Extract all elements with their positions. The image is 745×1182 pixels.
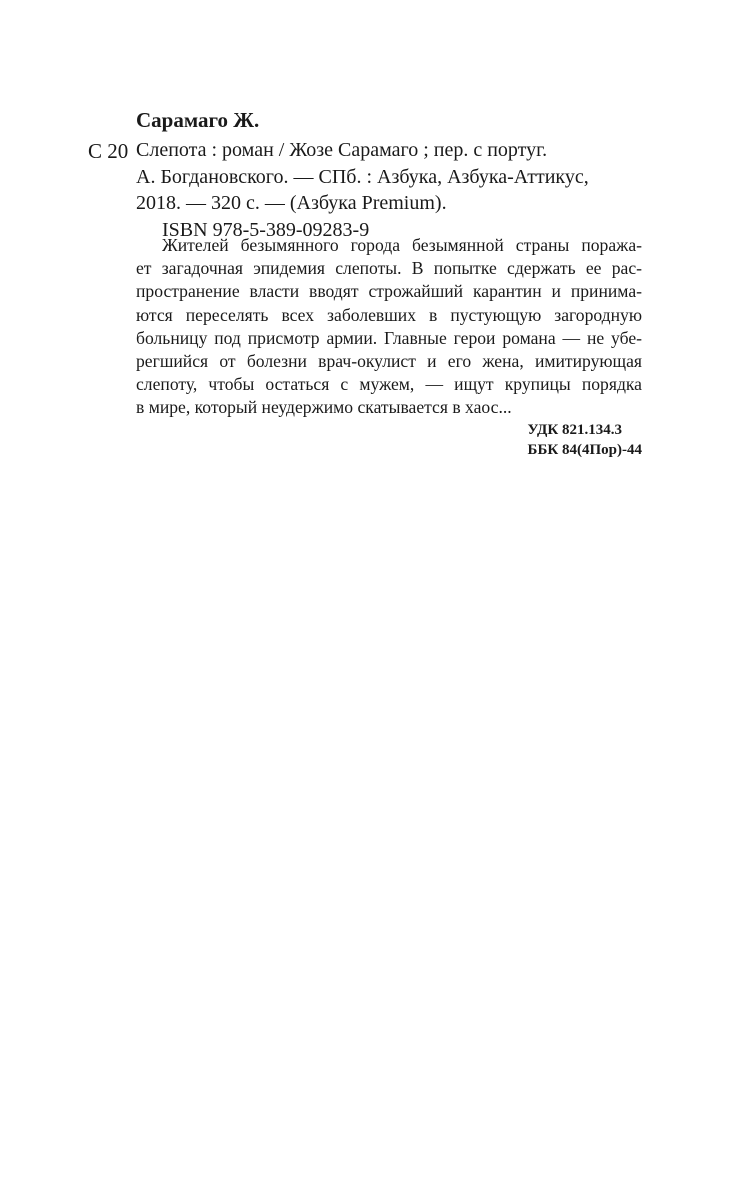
classification-codes — [528, 420, 642, 460]
entry-line: 2018. — 320 с. — (Азбука Premium). — [136, 192, 447, 214]
abstract-line: пространение власти вводят строжайший карантин и принима- — [136, 281, 642, 302]
bibliographic-entry — [136, 137, 642, 243]
udk-code: УДК 821.134.3 — [527, 422, 622, 438]
isbn-line: ISBN 978-5-389-09283-9 — [162, 218, 370, 241]
abstract-line: больницу под присмотр армии. Главные герои романа — не убе- — [136, 327, 642, 348]
abstract-line: в мире, который неудержимо скатывается в хаос... — [136, 397, 512, 418]
abstract-line: слепоту, чтобы остаться с мужем, — ищут крупицы порядка — [136, 374, 642, 395]
abstract-line: ет загадочная эпидемия слепоты. В попытке сдержать ее рас- — [136, 258, 642, 279]
bbk-code: ББК 84(4Пор)-44 — [527, 442, 642, 458]
abstract-line: ются переселять всех заболевших в пустующую загородную — [136, 304, 642, 325]
author-heading: Сарамаго Ж. — [136, 108, 260, 132]
entry-line: Слепота : роман / Жозе Сарамаго ; пер. с португ. — [136, 139, 548, 161]
abstract-line: Жителей безымянного города безымянной страны поража- — [162, 235, 642, 255]
entry-line: А. Богдановского. — СПб. : Азбука, Азбука-Аттикус, — [136, 165, 589, 188]
abstract-line: регшийся от болезни врач-окулист и его жена, имитирующая — [136, 351, 642, 372]
book-abstract — [136, 234, 642, 420]
author-sign: С 20 — [88, 139, 129, 163]
